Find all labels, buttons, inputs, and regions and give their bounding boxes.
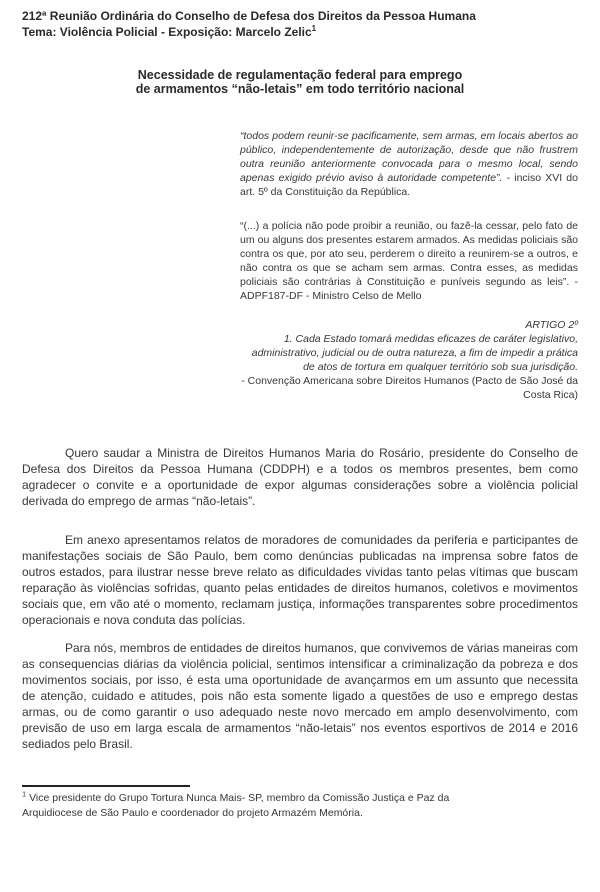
footnote-text: Vice presidente do Grupo Tortura Nunca Mais- SP, membro da Comissão Justiça e Paz da Arquidiocese de São Paulo e coordenador do projeto Armazém Memória. xyxy=(22,792,450,819)
title-line-1: Necessidade de regulamentação federal para emprego xyxy=(137,68,463,82)
paragraph-context: Para nós, membros de entidades de direitos humanos, que convivemos de várias maneiras com as consequencias diárias da violência policial, sentimos intensificar a criminalização da pobreza e dos movimentos sociais, por isso, é esta uma oportunidade de avançarmos em um assunto que necessita de atenção, cuidado e atitudes, pois não esta somente ligado a questões de uso e emprego destas armas, ou de como garantir o uso adequado neste novo mercado em amplo desenvolvimento, com previsão de uso em larga escala de armamentos “não-letais” nos eventos esportivos de 2014 e 2016 sediados pelo Brasil. xyxy=(22,641,578,751)
header-theme-text: Tema: Violência Policial - Exposição: Marcelo Zelic xyxy=(22,25,312,39)
title-line-2: de armamentos “não-letais” em todo território nacional xyxy=(135,82,465,96)
quote-attribution: - Convenção Americana sobre Direitos Humanos (Pacto de São José da Costa Rica) xyxy=(241,375,578,401)
quote-artigo-2 xyxy=(240,318,578,402)
quote-heading: ARTIGO 2º xyxy=(525,319,578,331)
paragraph-greeting: Quero saudar a Ministra de Direitos Humanos Maria do Rosário, presidente do Conselho de Defesa dos Direitos da Pessoa Humana (CDDPH) e a todos os membros presentes, bem como agradecer o convite e a oportunidade de expor algumas considerações sobre a violência policial derivada do emprego de armas “não-letais”. xyxy=(22,446,578,508)
quote-constitution-art5 xyxy=(240,129,578,199)
footnote-reference-marker: 1 xyxy=(311,24,317,33)
quote-text: 1. Cada Estado tomará medidas eficazes de caráter legislativo, administrativo, judicial ou de outra natureza, a fim de impedir a prática de atos de tortura em qualquer território sob sua jurisdição. xyxy=(251,333,578,373)
footnote xyxy=(22,791,512,821)
header-line-2 xyxy=(22,24,578,40)
quote-attribution: - ADPF187-DF - Ministro Celso de Mello xyxy=(240,276,578,302)
document-header xyxy=(22,8,578,40)
document-title xyxy=(22,68,578,96)
quote-attribution: - inciso XVI do art. 5º da Constituição da República. xyxy=(240,172,578,198)
quote-text: “todos podem reunir-se pacificamente, sem armas, em locais abertos ao público, independentemente de autorização, desde que não frustrem outra reunião anteriormente convocada para o mesmo local, sendo apenas exigido prévio aviso à autoridade competente”. xyxy=(240,130,578,184)
footnote-divider xyxy=(22,785,190,787)
quote-adpf187 xyxy=(240,219,578,303)
header-line-1: 212ª Reunião Ordinária do Conselho de Defesa dos Direitos da Pessoa Humana xyxy=(22,9,476,23)
footnote-number: 1 xyxy=(22,789,27,799)
paragraph-annex: Em anexo apresentamos relatos de moradores de comunidades da periferia e participantes de manifestações sociais de São Paulo, bem como denúncias publicadas na imprensa sobre fatos de outros estados, para ilustrar nesse breve relato as dificuldades vividas tanto pelas vítimas que buscam reparação às violências sofridas, quanto pelas entidades de direitos humanos, coletivos e movimentos sociais que, em vão até o momento, reclamam justiça, informações transparentes sobre procedimentos operacionais e nova conduta das polícias. xyxy=(22,533,578,627)
quote-text: “(...) a polícia não pode proibir a reunião, ou fazê-la cessar, pelo fato de um ou alguns dos presentes estarem armados. As medidas policiais são contra os que, por ato seu, perderem o direito a reunirem-se a outros, e não contra os que se acham sem armas. Contra esses, as medidas policiais são contrárias à Constituição e puníveis segundo as leis”. xyxy=(240,220,578,288)
